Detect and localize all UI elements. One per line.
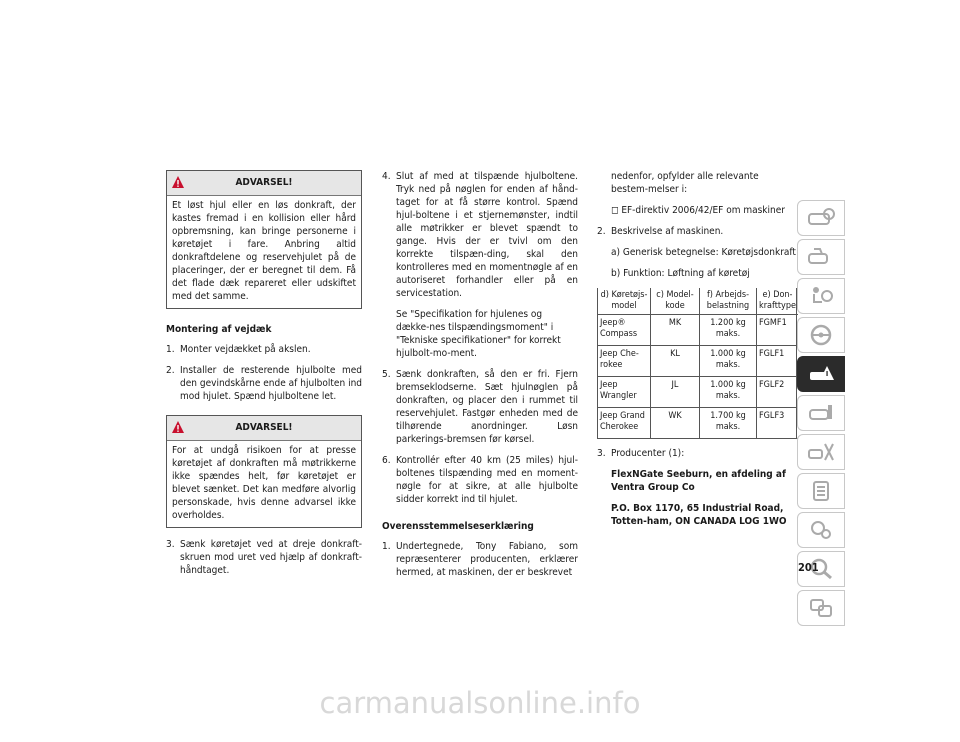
warning-title: ADVARSEL! xyxy=(235,422,293,433)
list-number: 4. xyxy=(382,171,391,182)
table-cell: FGLF3 xyxy=(757,408,799,439)
list-number: 1. xyxy=(166,344,175,355)
table-row xyxy=(598,408,798,439)
list-number: 2. xyxy=(166,365,175,376)
table-cell: 1.000 kg maks. xyxy=(700,377,757,408)
table-row xyxy=(598,315,798,346)
column-right xyxy=(597,170,797,536)
car-service-icon xyxy=(806,401,836,425)
list-item xyxy=(382,368,578,446)
list-number: 2. xyxy=(597,226,606,237)
table-header: d) Køretøjs-model xyxy=(598,288,651,315)
list-text: Monter vejdækket på akslen. xyxy=(180,344,311,355)
list-number: 6. xyxy=(382,455,391,466)
airbag-seat-icon xyxy=(806,284,836,308)
list-text: Sænk donkraften, så den er fri. Fjern bremseklodserne. Sæt hjulnøglen på donkraften, og placer den i rummet til reservehjulet. Fastgør enheden med de tilhørende anordninger. Løsn parkerings-bremsen før kørsel. xyxy=(396,369,578,445)
list-number: 3. xyxy=(597,448,606,459)
list-text: Slut af med at tilspænde hjulboltene. Tryk ned på nøglen for enden af hånd-taget for at få større kontrol. Spænd hjul-boltene i et stjernemønster, indtil alle møtrikker er blevet spændt to gange. Hvis der er tvivl om den korrekte tilspæn-ding, skal den kontrolleres med en momentnøgle af en autoriseret forhandler eller på en servicestation. xyxy=(396,171,578,299)
continued-text: nedenfor, opfylder alle relevante bestem-melser i: xyxy=(611,171,759,195)
tab-safety[interactable] xyxy=(797,278,845,314)
table-cell: 1.000 kg maks. xyxy=(700,346,757,377)
list-item xyxy=(382,170,578,300)
list-text: Beskrivelse af maskinen. xyxy=(611,226,724,237)
table-cell: JL xyxy=(651,377,700,408)
page-number: 201 xyxy=(798,561,819,574)
warning-box xyxy=(166,170,362,309)
car-emergency-icon xyxy=(806,362,836,386)
table-header: e) Don-krafttype xyxy=(757,288,799,315)
directive-item: ◻ EF-direktiv 2006/42/EF om maskiner xyxy=(611,205,785,216)
warning-text: For at undgå risikoen for at presse køretøjet af donkraften må møtrikkerne ikke spændes helt, før køretøjet er blevet sænket. Det kan medføre alvorlig personskade, hvis denne advarsel ikke overholdes. xyxy=(172,445,356,521)
tab-maintenance[interactable] xyxy=(797,434,845,470)
jack-table xyxy=(597,288,797,439)
note-text: Se "Specifikation for hjulenes og dække-nes tilspændingsmoment" i "Tekniske specifikationer" for korrekt hjulbolt-mo-ment. xyxy=(396,309,561,359)
tab-dashboard[interactable] xyxy=(797,200,845,236)
sub-item: b) Funktion: Løftning af køretøj xyxy=(611,268,750,279)
list-number: 5. xyxy=(382,369,391,380)
tab-instruments[interactable] xyxy=(797,239,845,275)
table-cell: FGMF1 xyxy=(757,315,799,346)
table-cell: Jeep® Compass xyxy=(598,315,651,346)
table-header-row xyxy=(598,288,798,315)
list-text: Installer de resterende hjulbolte med den gevindskårne ende af hjulbolten ind mod hjulet. Spænd hjulboltene let. xyxy=(180,365,362,402)
table-cell: 1.700 kg maks. xyxy=(700,408,757,439)
specifications-list-icon xyxy=(806,479,836,503)
column-middle xyxy=(382,170,578,587)
list-item xyxy=(166,343,362,356)
multimedia-icon xyxy=(806,518,836,542)
list-text: Kontrollér efter 40 km (25 miles) hjul-boltenes tilspænding med en moment-nøgle for at sikre, at alle hjulbolte sidder korrekt ind til hjulet. xyxy=(396,455,578,505)
warning-text: Et løst hjul eller en løs donkraft, der kastes fremad i en kollision eller hård opbremsning, kan bringe personerne i køretøjet i fare. Anbring altid donkraftdelene og reservehjulet på de placeringer, der er beregnet til dem. Få det flade dæk repareret eller udskiftet med det samme. xyxy=(172,200,356,302)
car-dashboard-icon xyxy=(806,206,836,230)
table-row xyxy=(598,346,798,377)
table-cell: Jeep Che-rokee xyxy=(598,346,651,377)
car-dial-icon xyxy=(806,245,836,269)
car-tools-icon xyxy=(806,440,836,464)
table-cell: KL xyxy=(651,346,700,377)
table-cell: FGLF1 xyxy=(757,346,799,377)
producer-name: FlexNGate Seeburn, en afdeling af Ventra Group Co xyxy=(611,469,786,493)
warning-title: ADVARSEL! xyxy=(235,177,293,188)
steering-wheel-icon xyxy=(806,323,836,347)
language-icon xyxy=(806,596,836,620)
warning-header xyxy=(167,171,361,196)
table-header: f) Arbejds-belastning xyxy=(700,288,757,315)
list-item xyxy=(166,364,362,403)
list-item xyxy=(597,447,797,460)
tab-specifications[interactable] xyxy=(797,473,845,509)
warning-box xyxy=(166,415,362,528)
sub-item: a) Generisk betegnelse: Køretøjsdonkraft xyxy=(611,247,796,258)
tab-driving[interactable] xyxy=(797,317,845,353)
table-header: c) Model-kode xyxy=(651,288,700,315)
section-heading: Overensstemmelseserklæring xyxy=(382,521,534,532)
producer-address: P.O. Box 1170, 65 Industrial Road, Totten-ham, ON CANADA LOG 1WO xyxy=(611,503,787,527)
column-left xyxy=(166,170,362,585)
table-cell: FGLF2 xyxy=(757,377,799,408)
watermark: carmanualsonline.info xyxy=(319,686,641,720)
list-item xyxy=(166,538,362,577)
tab-multimedia[interactable] xyxy=(797,512,845,548)
table-row xyxy=(598,377,798,408)
tab-emergency[interactable] xyxy=(797,356,845,392)
list-text: Producenter (1): xyxy=(611,448,685,459)
list-number: 1. xyxy=(382,541,391,552)
list-item xyxy=(382,540,578,579)
table-cell: WK xyxy=(651,408,700,439)
list-number: 3. xyxy=(166,539,175,550)
list-text: Sænk køretøjet ved at dreje donkraft-skruen mod uret ved hjælp af donkraft-håndtaget. xyxy=(180,539,362,576)
tab-service[interactable] xyxy=(797,395,845,431)
section-heading: Montering af vejdæk xyxy=(166,324,272,335)
table-cell: Jeep Wrangler xyxy=(598,377,651,408)
table-cell: MK xyxy=(651,315,700,346)
table-cell: 1.200 kg maks. xyxy=(700,315,757,346)
tab-languages[interactable] xyxy=(797,590,845,626)
list-text: Undertegnede, Tony Fabiano, som repræsenterer producenten, erklærer hermed, at maskinen, der er beskrevet xyxy=(396,541,578,578)
table-cell: Jeep Grand Cherokee xyxy=(598,408,651,439)
warning-header xyxy=(167,416,361,441)
list-item xyxy=(597,225,797,238)
list-item xyxy=(382,454,578,506)
